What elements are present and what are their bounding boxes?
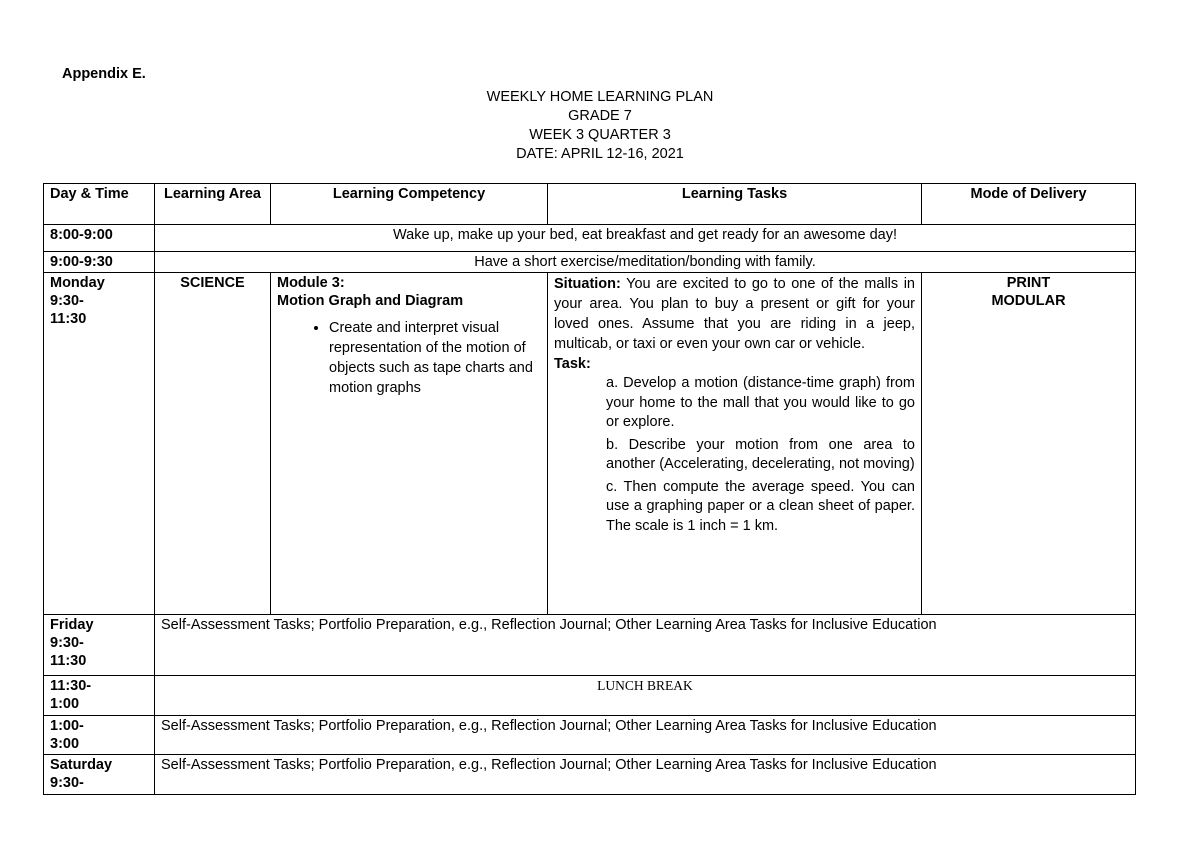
- time-start: 9:30-: [50, 635, 84, 651]
- situation-text: You are excited to go to one of the malls in your area. You plan to buy a present or gift for your loved ones. Assume that you are riding in a jeep, multicab, or taxi or even your own car or vehicle.: [554, 276, 915, 352]
- week-label: WEEK 3 QUARTER 3: [529, 127, 671, 143]
- table-row-saturday: [44, 755, 1136, 795]
- appendix-label: Appendix E.: [62, 66, 146, 82]
- time-start: 1:00-: [50, 718, 84, 734]
- task-item-c: c. Then compute the average speed. You can use a graphing paper or a clean sheet of paper. The scale is 1 inch = 1 km.: [606, 478, 915, 534]
- competency-item: • Create and interpret visual representation of the motion of objects such as tape charts and motion graphs: [329, 318, 541, 398]
- time-cell: 8:00-9:00: [44, 225, 155, 252]
- day-time-cell: [44, 755, 155, 795]
- day-time-cell: [44, 615, 155, 676]
- header-learning-tasks: Learning Tasks: [548, 184, 922, 225]
- competency-cell: [271, 273, 548, 615]
- learning-area-cell: SCIENCE: [155, 273, 271, 615]
- activity-cell: Self-Assessment Tasks; Portfolio Preparation, e.g., Reflection Journal; Other Learning Area Tasks for Inclusive Education: [155, 716, 1136, 755]
- activity-cell: Self-Assessment Tasks; Portfolio Preparation, e.g., Reflection Journal; Other Learning Area Tasks for Inclusive Education: [155, 755, 1136, 795]
- learning-tasks-cell: [548, 273, 922, 615]
- task-item-b: b. Describe your motion from one area to another (Accelerating, decelerating, not moving): [606, 436, 915, 472]
- table-row: [44, 716, 1136, 755]
- mode-print: PRINT: [1006, 275, 1051, 291]
- plan-title: WEEKLY HOME LEARNING PLAN: [486, 89, 714, 105]
- header-day-time: Day & Time: [44, 184, 155, 225]
- activity-cell: Self-Assessment Tasks; Portfolio Preparation, e.g., Reflection Journal; Other Learning Area Tasks for Inclusive Education: [155, 615, 1136, 676]
- task-label: Task:: [554, 356, 591, 372]
- document-header: [0, 88, 1200, 164]
- mode-modular: MODULAR: [991, 293, 1066, 309]
- time-start: 9:30-: [50, 293, 84, 309]
- time-end: 3:00: [50, 736, 80, 752]
- situation-paragraph: [554, 274, 915, 354]
- grade-label: GRADE 7: [568, 108, 632, 124]
- learning-plan-table: [43, 183, 1136, 795]
- time-cell: [44, 716, 155, 755]
- time-start: 9:30-: [50, 775, 84, 791]
- activity-cell: Have a short exercise/meditation/bonding with family.: [155, 252, 1136, 273]
- competency-list: [277, 318, 541, 398]
- time-end: 1:00: [50, 696, 80, 712]
- activity-cell: Wake up, make up your bed, eat breakfast and get ready for an awesome day!: [155, 225, 1136, 252]
- time-cell: [44, 676, 155, 716]
- header-mode-of-delivery: Mode of Delivery: [922, 184, 1136, 225]
- header-learning-competency: Learning Competency: [271, 184, 548, 225]
- time-end: 11:30: [50, 311, 87, 327]
- header-learning-area: Learning Area: [155, 184, 271, 225]
- time-start: 11:30-: [50, 678, 92, 694]
- table-row: [44, 225, 1136, 252]
- table-row-friday: [44, 615, 1136, 676]
- day-label: Monday: [50, 275, 105, 291]
- day-time-cell: [44, 273, 155, 615]
- table-row-monday: [44, 273, 1136, 615]
- day-label: Friday: [50, 617, 94, 633]
- lunch-break-cell: LUNCH BREAK: [155, 676, 1136, 716]
- mode-of-delivery-cell: [922, 273, 1136, 615]
- table-row-lunch: [44, 676, 1136, 716]
- table-row: [44, 252, 1136, 273]
- time-end: 11:30: [50, 653, 87, 669]
- header-row: [44, 184, 1136, 225]
- date-label: DATE: APRIL 12-16, 2021: [516, 146, 684, 162]
- day-label: Saturday: [50, 757, 113, 773]
- situation-label: Situation:: [554, 276, 621, 292]
- task-item-a: a. Develop a motion (distance-time graph) from your home to the mall that you would like to go or explore.: [606, 375, 915, 430]
- module-number: Module 3:: [277, 275, 345, 291]
- module-title: Motion Graph and Diagram: [277, 293, 464, 309]
- time-cell: 9:00-9:30: [44, 252, 155, 273]
